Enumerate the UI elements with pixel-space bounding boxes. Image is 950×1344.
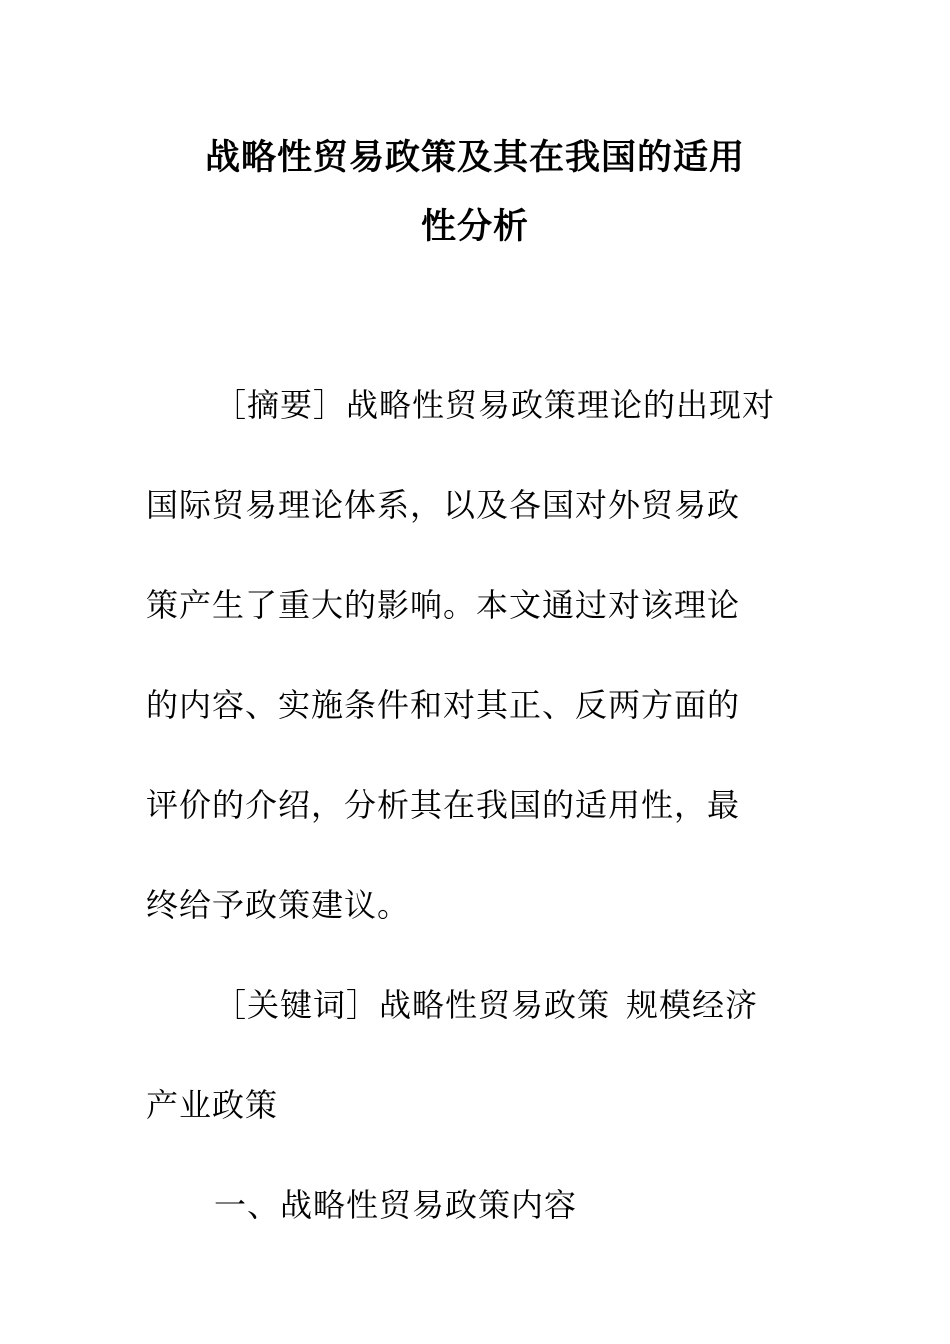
- abstract-line: 的内容、实施条件和对其正、反两方面的: [146, 686, 741, 724]
- keyword: 战略性贸易政策: [379, 986, 611, 1024]
- abstract-line: 国际贸易理论体系，以及各国对外贸易政: [146, 486, 741, 524]
- keyword: 产业政策: [146, 1086, 279, 1124]
- abstract-line: 评价的介绍，分析其在我国的适用性，最: [146, 786, 741, 824]
- keywords-line: [214, 980, 758, 1026]
- abstract-line: 策产生了重大的影响。本文通过对该理论: [146, 586, 741, 624]
- keywords-label: ［关键词］: [214, 986, 380, 1024]
- abstract-line: ［摘要］战略性贸易政策理论的出现对: [214, 386, 776, 424]
- keyword: 规模经济: [626, 986, 759, 1024]
- abstract-line: 终给予政策建议。: [146, 886, 411, 924]
- document-title-line-1: 战略性贸易政策及其在我国的适用: [204, 138, 745, 178]
- document-title-line-2: 性分析: [420, 207, 529, 247]
- section-heading: 一、战略性贸易政策内容: [214, 1186, 578, 1224]
- keywords-line-continued: [146, 1080, 278, 1126]
